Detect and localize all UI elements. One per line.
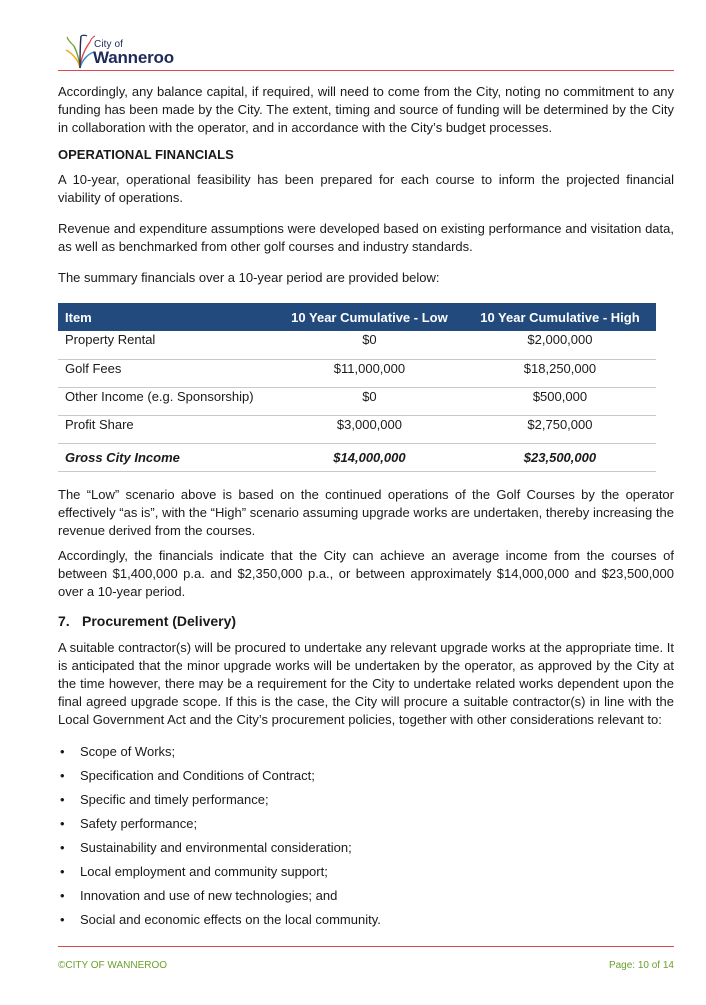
table-row [58,387,656,415]
scenario-paragraph: The “Low” scenario above is based on the continued operations of the Golf Courses by the operator effectively “as is”, with the “High” scenario assuming upgrade works are undertaken, thereby increasing the revenue derived from the courses. [58,486,674,538]
header-high: 10 Year Cumulative - High [464,303,656,331]
table-row [58,359,656,387]
row-high: $2,000,000 [464,331,656,359]
list-item: • Social and economic effects on the local community. [60,911,381,927]
row-low: $11,000,000 [275,359,464,387]
row-item: Golf Fees [58,359,275,387]
bullet-icon: • [60,743,65,759]
table-row [58,415,656,443]
section-heading-procurement [58,612,674,630]
list-item: • Specification and Conditions of Contract; [60,767,315,783]
section-title: Procurement (Delivery) [82,612,237,629]
list-item: • Local employment and community support; [60,863,328,879]
bullet-icon: • [60,887,65,903]
bullet-icon: • [60,839,65,855]
list-item: • Specific and timely performance; [60,791,269,807]
page-header [58,30,674,72]
procurement-paragraph: A suitable contractor(s) will be procured to undertake any relevant upgrade works at the appropriate time. It is anticipated that the minor upgrade works will be undertaken by the operator, as approved by the City at the time however, there may be a requirement for the City to undertake related works dependent upon the final agreed upgrade scope. If this is the case, the City will procure a suitable contractor(s) in line with the Local Government Act and the City’s procurement policies, together with other considerations relevant to: [58,639,674,727]
logo-flower-icon [64,32,96,70]
header-low: 10 Year Cumulative - Low [275,303,464,331]
list-item: • Innovation and use of new technologies; and [60,887,338,903]
operational-heading: OPERATIONAL FINANCIALS [58,147,234,162]
financials-table [58,303,656,472]
intro-paragraph: Accordingly, any balance capital, if required, will need to come from the City, noting no commitment to any funding has been made by the City. The extent, timing and source of funding will be determined by the City in collaboration with the operator, and in accordance with the City’s budget processes. [58,84,674,135]
operational-paragraph-1: A 10-year, operational feasibility has been prepared for each course to inform the projected financial viability of operations. [58,172,674,205]
page-content [58,83,674,935]
total-item: Gross City Income [58,443,275,471]
average-income-paragraph: Accordingly, the financials indicate that the City can achieve an average income from the courses of between $1,400,000 p.a. and $2,350,000 p.a., or between approximately $14,000,000 and $23,500,000 over a 10-year period. [58,547,674,599]
bullet-icon: • [60,791,65,807]
row-item: Property Rental [58,331,275,359]
list-item: • Sustainability and environmental consideration; [60,839,352,855]
row-high: $2,750,000 [464,415,656,443]
bullet-icon: • [60,815,65,831]
logo-text-small: City of [94,39,124,50]
row-low: $3,000,000 [275,415,464,443]
operational-paragraph-2: Revenue and expenditure assumptions were developed based on existing performance and visitation data, as well as benchmarked from other golf courses and industry standards. [58,221,674,254]
list-item: • Safety performance; [60,815,198,831]
bullet-icon: • [60,863,65,879]
row-high: $500,000 [464,387,656,415]
total-high: $23,500,000 [464,443,656,471]
city-logo [64,32,194,70]
bullet-icon: • [60,911,65,927]
table-row [58,331,656,359]
footer-divider [58,946,674,947]
header-item: Item [58,303,275,331]
footer-copyright: ©CITY OF WANNEROO [58,960,168,971]
list-item: • Scope of Works; [60,743,176,759]
row-low: $0 [275,387,464,415]
table-header-row [58,303,656,331]
considerations-list [58,743,674,935]
logo-text-big: Wanneroo [93,48,174,67]
operational-paragraph-3: The summary financials over a 10-year period are provided below: [58,270,440,285]
row-low: $0 [275,331,464,359]
total-low: $14,000,000 [275,443,464,471]
header-divider [58,70,674,71]
section-number: 7. [58,612,70,629]
bullet-icon: • [60,767,65,783]
footer-page-number: Page: 10 of 14 [608,960,674,971]
row-high: $18,250,000 [464,359,656,387]
row-item: Profit Share [58,415,275,443]
table-total-row [58,443,656,471]
row-item: Other Income (e.g. Sponsorship) [58,387,275,415]
